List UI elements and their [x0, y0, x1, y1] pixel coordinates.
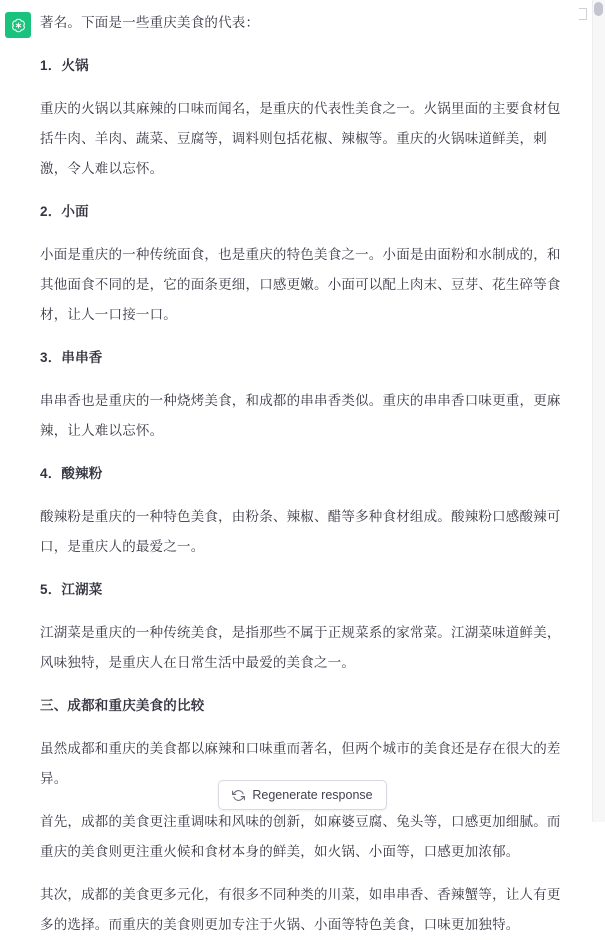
openai-logo-icon: [10, 17, 27, 34]
list-item: 3．串串香: [40, 350, 103, 365]
message-paragraph: 虽然成都和重庆的美食都以麻辣和口味重而著名，但两个城市的美食还是存在很大的差异。: [40, 741, 561, 786]
list-item: 2．小面: [40, 204, 89, 219]
message-paragraph: 其次，成都的美食更多元化，有很多不同种类的川菜，如串串香、香辣蟹等，让人有更多的选择。而重庆的美食则更加专注于火锅、小面等特色美食，口味更加独特。: [40, 887, 561, 932]
message-paragraph: 重庆的火锅以其麻辣的口味而闻名，是重庆的代表性美食之一。火锅里面的主要食材包括牛肉、羊肉、蔬菜、豆腐等，调料则包括花椒、辣椒等。重庆的火锅味道鲜美，刺激，令人难以忘怀。: [40, 101, 561, 176]
message-paragraph: 江湖菜是重庆的一种传统美食，是指那些不属于正规菜系的家常菜。江湖菜味道鲜美，风味独特，是重庆人在日常生活中最爱的美食之一。: [40, 625, 561, 670]
message-paragraph: 小面是重庆的一种传统面食，也是重庆的特色美食之一。小面是由面粉和水制成的，和其他面食不同的是，它的面条更细，口感更嫩。小面可以配上肉末、豆芽、花生碎等食材，让人一口接一口。: [40, 247, 561, 322]
message-paragraph: 首先，成都的美食更注重调味和风味的创新，如麻婆豆腐、兔头等，口感更加细腻。而重庆的美食则更注重火候和食材本身的鲜美，如火锅、小面等，口感更加浓郁。: [40, 814, 561, 859]
list-item: 4．酸辣粉: [40, 466, 103, 481]
regenerate-response-label: Regenerate response: [252, 788, 373, 802]
section-heading: 三、成都和重庆美食的比较: [40, 698, 205, 713]
message-paragraph: 酸辣粉是重庆的一种特色美食，由粉条、辣椒、醋等多种食材组成。酸辣粉口感酸辣可口，是重庆人的最爱之一。: [40, 509, 561, 554]
list-item: 5．江湖菜: [40, 582, 103, 597]
panel-corner-marker: [579, 8, 587, 20]
scrollbar[interactable]: [592, 0, 605, 822]
message-paragraph: 串串香也是重庆的一种烧烤美食，和成都的串串香类似。重庆的串串香口味更重，更麻辣，让人难以忘怀。: [40, 393, 561, 438]
assistant-avatar-column: [0, 0, 40, 822]
assistant-message: [40, 0, 585, 932]
list-item: 1．火锅: [40, 58, 89, 73]
scrollbar-thumb[interactable]: [594, 2, 603, 16]
message-paragraph: 著名。下面是一些重庆美食的代表：: [40, 15, 260, 30]
refresh-icon: [232, 789, 245, 802]
regenerate-response-button[interactable]: [218, 780, 386, 810]
avatar: [5, 12, 31, 38]
